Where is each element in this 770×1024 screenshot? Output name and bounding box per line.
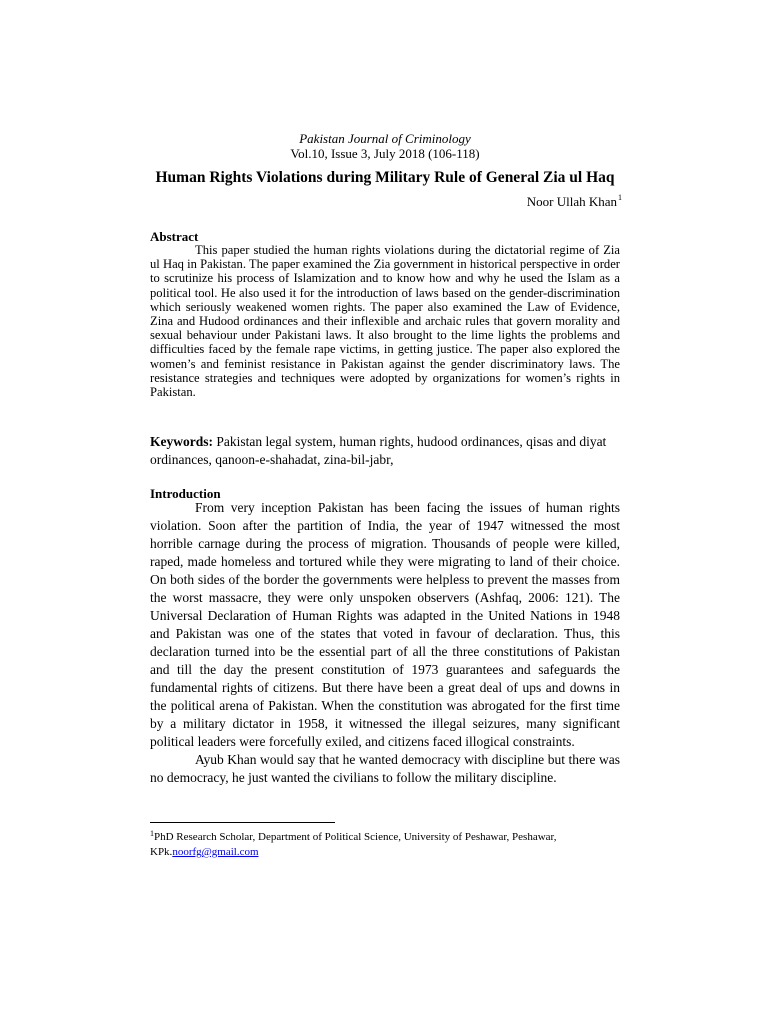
- footnote-marker: 1: [150, 829, 154, 838]
- abstract-heading: Abstract: [150, 229, 199, 244]
- footnote: [150, 826, 620, 860]
- author-footnote-marker[interactable]: 1: [618, 193, 622, 202]
- introduction-paragraph-2: Ayub Khan would say that he wanted democracy with discipline but there was no democracy, he just wanted the civilians to follow the military discipline.: [150, 752, 620, 785]
- introduction-body: [150, 499, 620, 787]
- abstract-text: This paper studied the human rights violations during the dictatorial regime of Zia ul Haq in Pakistan. The paper examined the Zia government in historical perspective in order to scrutinize his process of Islamization and to know how and why he used the Islam as a political tool. He also used it for the introduction of laws based on the gender-discrimination which seriously weakened women rights. The paper also examined the Law of Evidence, Zina and Hudood ordinances and their inflexible and archaic rules that govern morality and sexual behaviour under Pakistani laws. It also brought to the lime lights the problems and difficulties faced by the female rape victims, in getting justice. The paper also explored the women’s and feminist resistance in Pakistan against the gender discriminatory laws. The resistance strategies and techniques were adopted by organizations for women’s rights in Pakistan.: [150, 243, 620, 400]
- author-name: Noor Ullah Khan: [526, 194, 617, 209]
- journal-volume: Vol.10, Issue 3, July 2018 (106-118): [290, 146, 480, 161]
- introduction-heading: Introduction: [150, 486, 221, 501]
- keywords-label: Keywords:: [150, 434, 213, 449]
- keywords: [150, 433, 620, 469]
- introduction-paragraph-1: From very inception Pakistan has been facing the issues of human rights violation. Soon after the partition of India, the year of 1947 witnessed the most horrible carnage during the process of migration. Thousands of people were killed, raped, made homeless and tortured while they were migrating to land of their choice. On both sides of the border the governments were helpless to prevent the masses from the worst massacre, they were only unspoken observers (Ashfaq, 2006: 121). The Universal Declaration of Human Rights was adapted in the United Nations in 1948 and Pakistan was one of the states that voted in favour of declaration. Thus, this declaration turned into be the essential part of all the three constitutions of Pakistan and till the day the present constitution of 1973 guarantees and safeguards the fundamental rights of citizens. But there have been a great deal of ups and downs in the political arena of Pakistan. When the constitution was abrogated for the first time by a military dictator in 1958, it witnessed the illegal seizures, many significant political leaders were forcefully exiled, and citizens faced illogical constraints.: [150, 500, 620, 749]
- author-line: [527, 193, 622, 210]
- footnote-email-link[interactable]: noorfg@gmail.com: [172, 846, 259, 858]
- journal-header: [0, 131, 770, 161]
- footnote-divider: [150, 822, 335, 823]
- paper-title: Human Rights Violations during Military Rule of General Zia ul Haq: [155, 169, 615, 186]
- footnote-text: PhD Research Scholar, Department of Political Science, University of Peshawar, Peshawar, KPk.: [150, 831, 557, 858]
- journal-name: Pakistan Journal of Criminology: [299, 131, 471, 146]
- keywords-text: Pakistan legal system, human rights, hudood ordinances, qisas and diyat ordinances, qanoon-e-shahadat, zina-bil-jabr,: [150, 434, 607, 467]
